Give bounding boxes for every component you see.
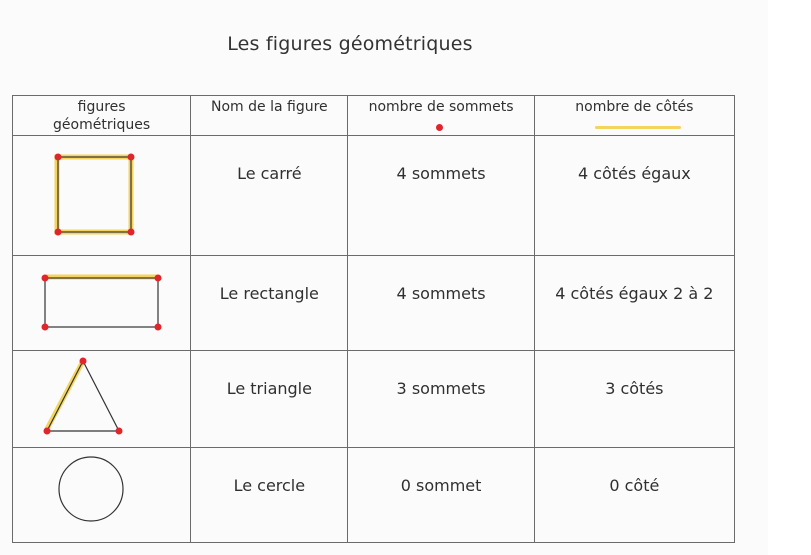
- table-row: [13, 256, 735, 351]
- vertices-count: 0 sommet: [400, 476, 482, 495]
- vertex-dot: [80, 358, 87, 365]
- shapes-table: [12, 95, 735, 543]
- square-outline: [58, 157, 131, 232]
- sides-cell: [534, 256, 734, 351]
- vertices-cell: [348, 448, 534, 543]
- sides-count: 4 côtés égaux: [577, 164, 691, 183]
- name-cell: [191, 256, 348, 351]
- vertex-dot: [42, 324, 49, 331]
- sides-count: 4 côtés égaux 2 à 2: [555, 284, 714, 303]
- rectangle-outline: [45, 278, 158, 327]
- vertices-cell: [348, 136, 534, 256]
- vertex-dot: [116, 428, 123, 435]
- header-vertices: [348, 96, 534, 136]
- sides-cell: [534, 136, 734, 256]
- vertex-dot: [128, 229, 135, 236]
- triangle-outline: [47, 361, 119, 431]
- figure-name: Le carré: [237, 164, 302, 183]
- sides-cell: [534, 448, 734, 543]
- sides-count: 0 côté: [609, 476, 660, 495]
- header-vertices-label: nombre de sommets: [368, 99, 514, 115]
- table-row: [13, 351, 735, 448]
- vertex-dot: [128, 154, 135, 161]
- vertex-dot-marker: [436, 124, 443, 131]
- vertices-cell: [348, 351, 534, 448]
- page-title: Les figures géométriques: [227, 33, 473, 55]
- figure-cell: [13, 351, 191, 448]
- vertices-count: 4 sommets: [396, 164, 486, 183]
- header-figures: [13, 96, 191, 136]
- vertex-dot: [55, 154, 62, 161]
- square-highlight: [57, 157, 131, 232]
- figure-name: Le rectangle: [219, 284, 319, 303]
- name-cell: [191, 448, 348, 543]
- figure-cell: [13, 448, 191, 543]
- vertex-dot: [155, 324, 162, 331]
- square-icon: [13, 136, 191, 256]
- vertices-count: 3 sommets: [396, 379, 486, 398]
- sides-count: 3 côtés: [605, 379, 664, 398]
- vertex-dot: [44, 428, 51, 435]
- vertex-dot: [155, 275, 162, 282]
- table-row: [13, 448, 735, 543]
- figure-cell: [13, 136, 191, 256]
- name-cell: [191, 351, 348, 448]
- vertices-count: 4 sommets: [396, 284, 486, 303]
- rectangle-icon: [13, 256, 191, 351]
- header-figures-label: figures géométriques: [53, 99, 151, 133]
- header-sides: [534, 96, 734, 136]
- name-cell: [191, 136, 348, 256]
- figure-name: Le triangle: [226, 379, 312, 398]
- vertex-dot: [42, 275, 49, 282]
- circle-outline: [59, 457, 123, 521]
- table-header-row: [13, 96, 735, 136]
- triangle-icon: [13, 351, 191, 448]
- vertex-dot: [55, 229, 62, 236]
- figure-cell: [13, 256, 191, 351]
- header-sides-label: nombre de côtés: [575, 99, 694, 115]
- sides-cell: [534, 351, 734, 448]
- circle-icon: [13, 448, 191, 543]
- figure-name: Le cercle: [233, 476, 306, 495]
- vertices-cell: [348, 256, 534, 351]
- header-name-label: Nom de la figure: [211, 99, 328, 115]
- table-row: [13, 136, 735, 256]
- header-name: [191, 96, 348, 136]
- highlight-underline: [595, 126, 681, 129]
